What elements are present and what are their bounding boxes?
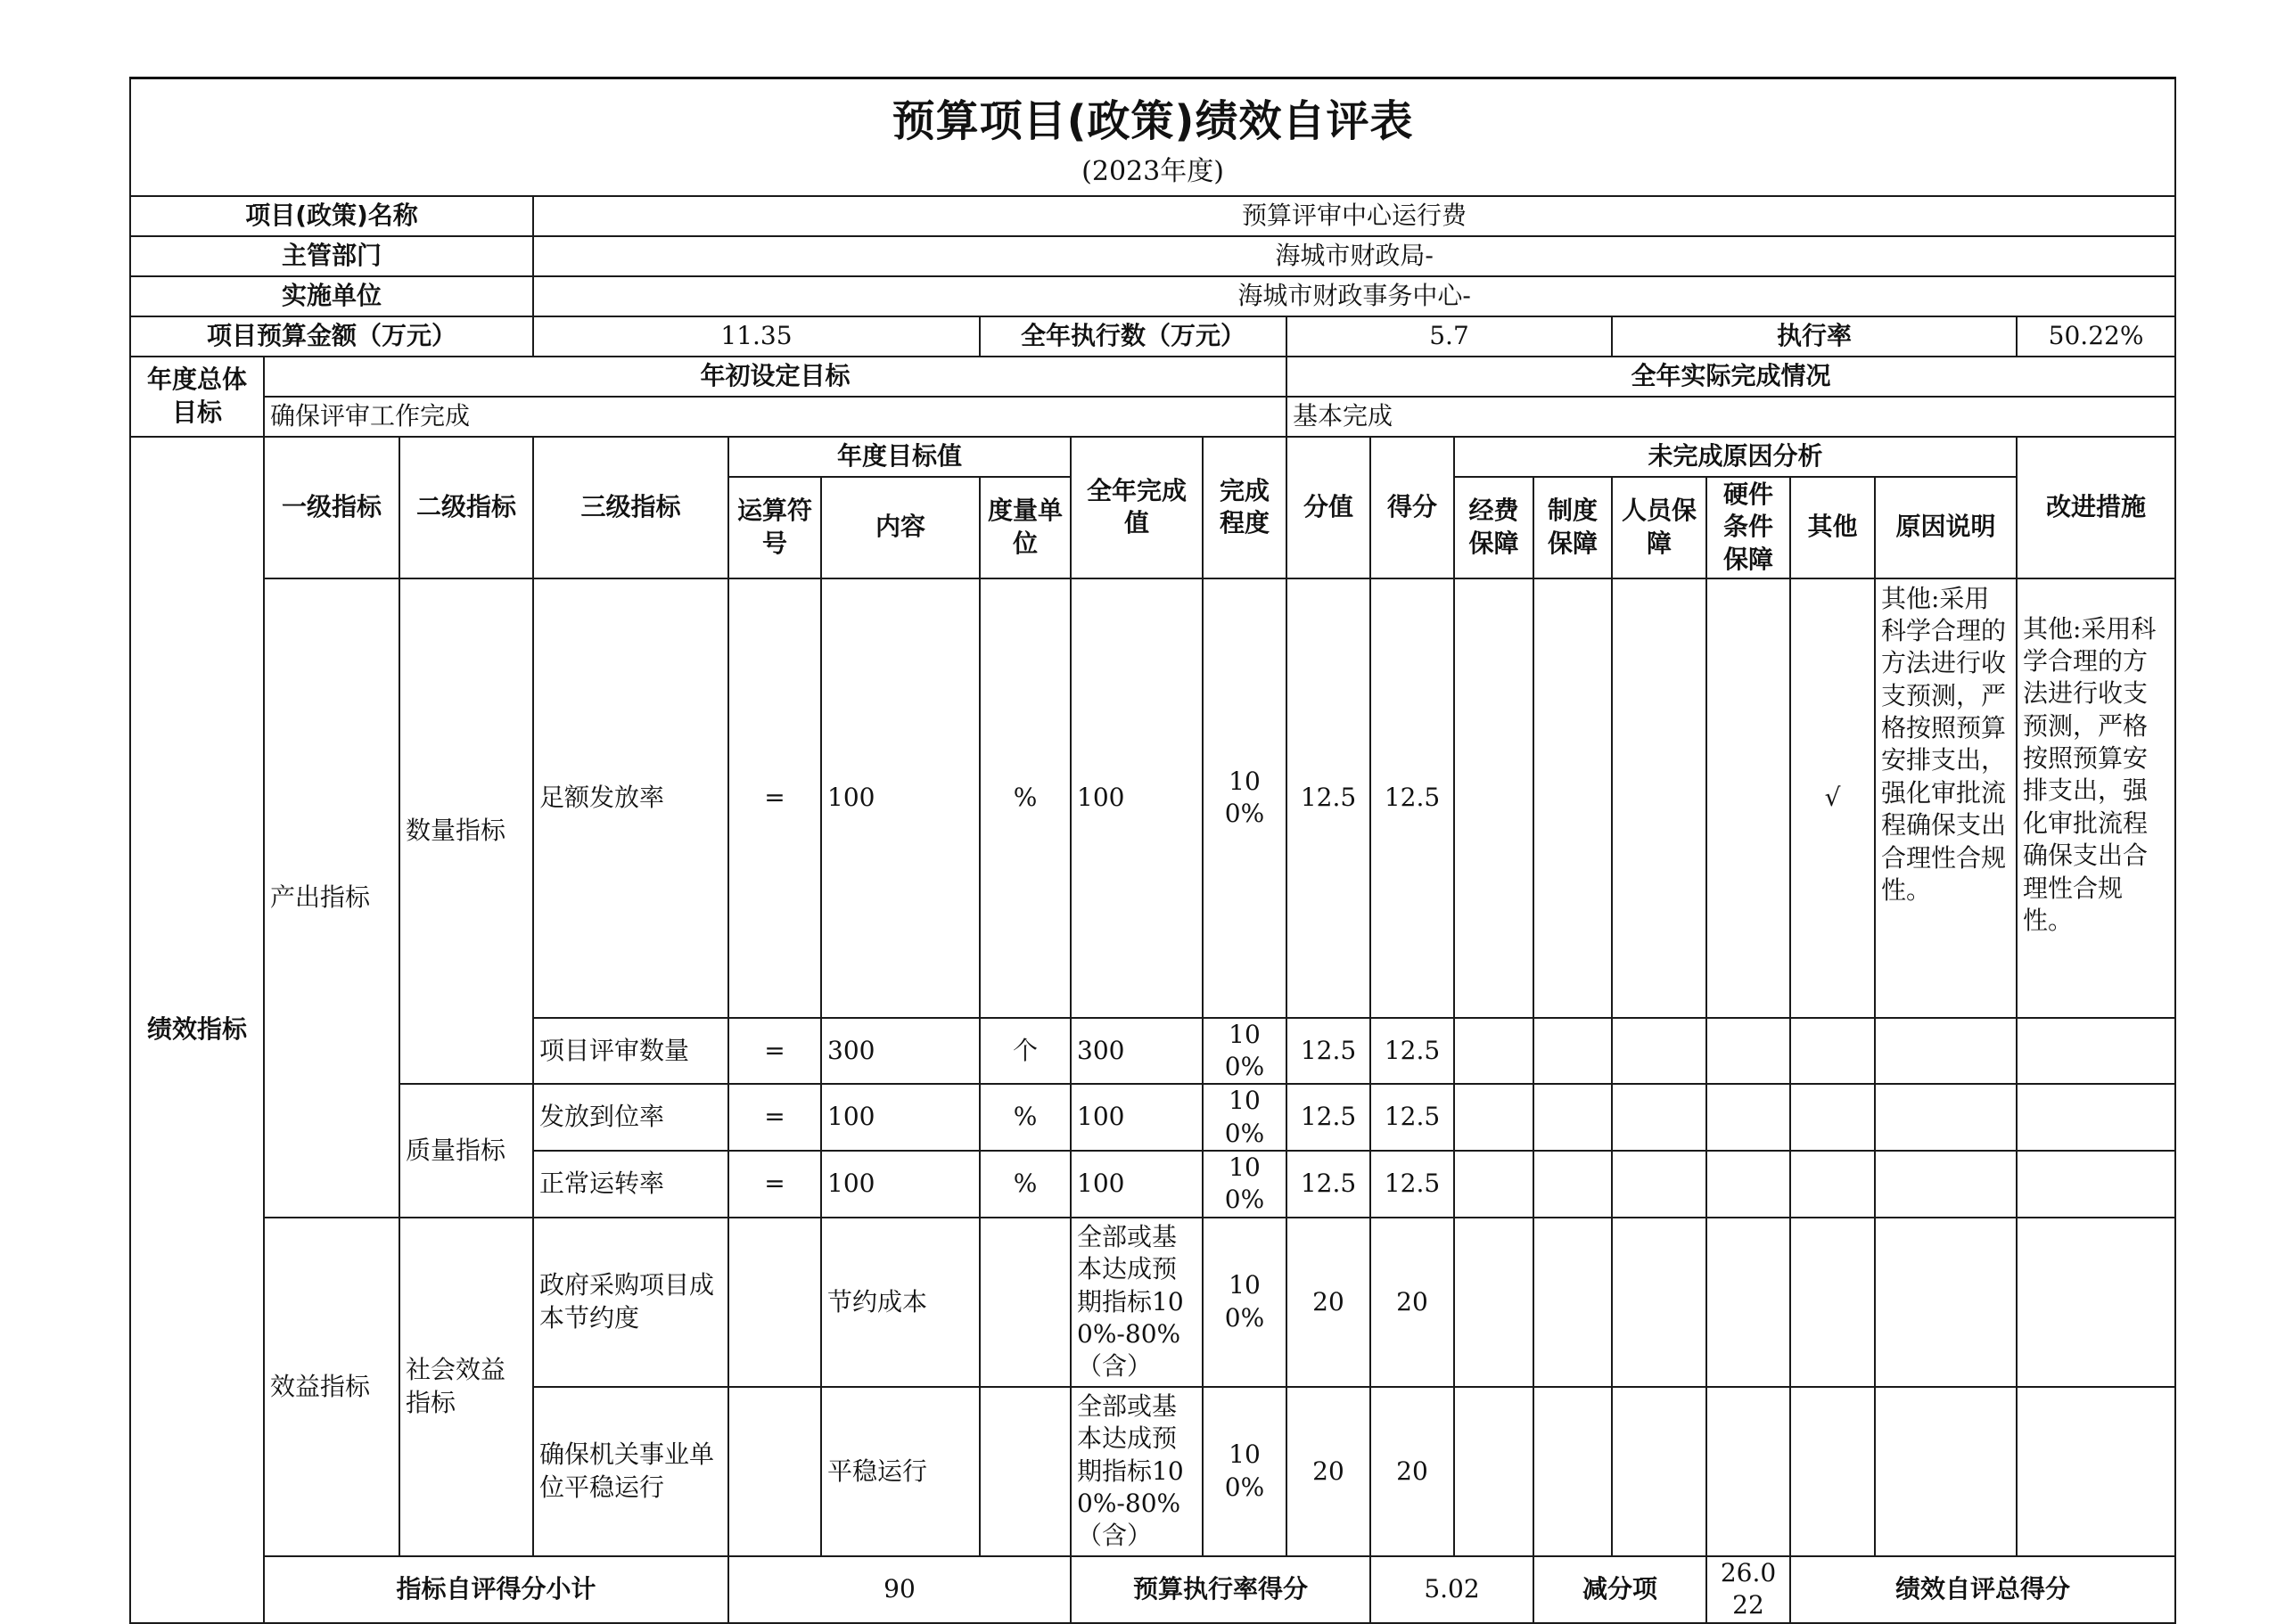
- budget-amount-label: 项目预算金额（万元）: [130, 316, 533, 357]
- header-score: 分值: [1286, 437, 1370, 578]
- exec-score-value: 5.02: [1370, 1556, 1533, 1623]
- improve-cell: [2017, 1387, 2175, 1556]
- department-label: 主管部门: [130, 236, 533, 276]
- reason-cell: [1875, 1387, 2017, 1556]
- indicator-actual: 100: [1071, 1151, 1203, 1218]
- indicator-name: 确保机关事业单位平稳运行: [533, 1387, 728, 1556]
- summary-row: [130, 1556, 2175, 1623]
- other-cell: [1790, 1218, 1875, 1387]
- header-system: 制度保障: [1533, 477, 1612, 578]
- staff-cell: [1612, 1218, 1706, 1387]
- header-level1: 一级指标: [264, 437, 399, 578]
- exec-score-label: 预算执行率得分: [1071, 1556, 1370, 1623]
- improve-cell: [2017, 1084, 2175, 1151]
- fund-cell: [1454, 1387, 1533, 1556]
- system-cell: [1533, 1218, 1612, 1387]
- indicator-degree: 100%: [1203, 1218, 1286, 1387]
- indicator-unit: [980, 1218, 1071, 1387]
- group-output: 产出指标: [264, 578, 399, 1218]
- header-reason: 原因说明: [1875, 477, 2017, 578]
- staff-cell: [1612, 1151, 1706, 1218]
- form-year: (2023年度): [1081, 156, 1224, 188]
- plan-goal-text: 确保评审工作完成: [264, 397, 1286, 437]
- annual-goal-label: 年度总体目标: [130, 357, 264, 437]
- project-name-value: 预算评审中心运行费: [533, 196, 2175, 236]
- unit-value: 海城市财政事务中心-: [533, 276, 2175, 316]
- subtotal-label: 指标自评得分小计: [264, 1556, 728, 1623]
- indicator-unit: 个: [980, 1018, 1071, 1085]
- indicator-actual: 全部或基本达成预期指标100%-80%（含）: [1071, 1218, 1203, 1387]
- header-unit: 度量单位: [980, 477, 1071, 578]
- actual-goal-header: 全年实际完成情况: [1286, 357, 2175, 397]
- evaluation-table: [129, 77, 2176, 1624]
- budget-amount-value: 11.35: [533, 316, 980, 357]
- indicator-degree: 100%: [1203, 1084, 1286, 1151]
- header-level2: 二级指标: [399, 437, 533, 578]
- indicator-unit: %: [980, 1084, 1071, 1151]
- indicator-score: 12.5: [1286, 578, 1370, 1018]
- header-got: 得分: [1370, 437, 1454, 578]
- indicator-op: =: [728, 1084, 821, 1151]
- system-cell: [1533, 578, 1612, 1018]
- staff-cell: [1612, 1387, 1706, 1556]
- group-quantity: 数量指标: [399, 578, 533, 1085]
- deduct-value: 26.022: [1706, 1556, 1790, 1623]
- improve-cell: [2017, 1151, 2175, 1218]
- fund-cell: [1454, 1018, 1533, 1085]
- header-target: 年度目标值: [728, 437, 1071, 477]
- plan-goal-header: 年初设定目标: [264, 357, 1286, 397]
- indicator-score: 12.5: [1286, 1151, 1370, 1218]
- indicator-name: 足额发放率: [533, 578, 728, 1018]
- hardware-cell: [1706, 1218, 1790, 1387]
- indicator-content: 100: [821, 1084, 980, 1151]
- indicator-op: =: [728, 1151, 821, 1218]
- group-quality: 质量指标: [399, 1084, 533, 1218]
- header-other: 其他: [1790, 477, 1875, 578]
- fund-cell: [1454, 1218, 1533, 1387]
- form-title: 预算项目(政策)绩效自评表: [892, 96, 1414, 147]
- staff-cell: [1612, 1018, 1706, 1085]
- unit-label: 实施单位: [130, 276, 533, 316]
- indicator-op: [728, 1218, 821, 1387]
- indicator-actual: 全部或基本达成预期指标100%-80%（含）: [1071, 1387, 1203, 1556]
- header-improve: 改进措施: [2017, 437, 2175, 578]
- indicator-got: 12.5: [1370, 1151, 1454, 1218]
- indicator-content: 节约成本: [821, 1218, 980, 1387]
- evaluation-form: [129, 77, 2174, 1620]
- indicator-actual: 300: [1071, 1018, 1203, 1085]
- header-degree: 完成程度: [1203, 437, 1286, 578]
- indicator-name: 政府采购项目成本节约度: [533, 1218, 728, 1387]
- header-hardware: 硬件条件保障: [1706, 477, 1790, 578]
- other-cell: [1790, 1387, 1875, 1556]
- title-cell: [130, 78, 2175, 196]
- header-actual: 全年完成值: [1071, 437, 1203, 578]
- reason-cell: [1875, 1084, 2017, 1151]
- actual-goal-text: 基本完成: [1286, 397, 2175, 437]
- exec-amount-label: 全年执行数（万元）: [980, 316, 1286, 357]
- indicator-content: 300: [821, 1018, 980, 1085]
- exec-rate-label: 执行率: [1612, 316, 2017, 357]
- staff-cell: [1612, 578, 1706, 1018]
- hardware-cell: [1706, 1018, 1790, 1085]
- system-cell: [1533, 1151, 1612, 1218]
- other-cell: [1790, 1151, 1875, 1218]
- indicator-name: 发放到位率: [533, 1084, 728, 1151]
- reason-cell: [1875, 1151, 2017, 1218]
- indicator-content: 平稳运行: [821, 1387, 980, 1556]
- reason-text: 其他:采用科学合理的方法进行收支预测，严格按照预算安排支出，强化审批流程确保支出合理性合规性。: [1875, 578, 2017, 1018]
- hardware-cell: [1706, 1387, 1790, 1556]
- indicator-unit: %: [980, 1151, 1071, 1218]
- table-row: [130, 578, 2175, 1018]
- reason-cell: [1875, 1218, 2017, 1387]
- indicator-score: 12.5: [1286, 1084, 1370, 1151]
- indicator-name: 正常运转率: [533, 1151, 728, 1218]
- fund-cell: [1454, 1084, 1533, 1151]
- system-cell: [1533, 1084, 1612, 1151]
- indicator-got: 20: [1370, 1218, 1454, 1387]
- indicator-op: =: [728, 578, 821, 1018]
- header-reason-group: 未完成原因分析: [1454, 437, 2017, 477]
- table-row: [130, 1084, 2175, 1151]
- indicator-actual: 100: [1071, 1084, 1203, 1151]
- indicator-actual: 100: [1071, 578, 1203, 1018]
- indicator-op: [728, 1387, 821, 1556]
- exec-amount-value: 5.7: [1286, 316, 1612, 357]
- deduct-label: 减分项: [1533, 1556, 1706, 1623]
- performance-indicator-label: 绩效指标: [130, 437, 264, 1623]
- hardware-cell: [1706, 1151, 1790, 1218]
- indicator-degree: 100%: [1203, 1151, 1286, 1218]
- indicator-unit: [980, 1387, 1071, 1556]
- indicator-degree: 100%: [1203, 1387, 1286, 1556]
- improve-text: 其他:采用科学合理的方法进行收支预测，严格按照预算安排支出，强化审批流程确保支出合理性合规性。: [2017, 578, 2175, 1018]
- fund-cell: [1454, 578, 1533, 1018]
- staff-cell: [1612, 1084, 1706, 1151]
- indicator-got: 12.5: [1370, 1084, 1454, 1151]
- indicator-score: 20: [1286, 1218, 1370, 1387]
- header-level3: 三级指标: [533, 437, 728, 578]
- indicator-got: 12.5: [1370, 1018, 1454, 1085]
- header-fund: 经费保障: [1454, 477, 1533, 578]
- indicator-degree: 100%: [1203, 578, 1286, 1018]
- indicator-content: 100: [821, 578, 980, 1018]
- system-cell: [1533, 1018, 1612, 1085]
- indicator-degree: 100%: [1203, 1018, 1286, 1085]
- department-value: 海城市财政局-: [533, 236, 2175, 276]
- reason-cell: [1875, 1018, 2017, 1085]
- indicator-unit: %: [980, 578, 1071, 1018]
- other-check: √: [1790, 578, 1875, 1018]
- indicator-score: 20: [1286, 1387, 1370, 1556]
- other-cell: [1790, 1018, 1875, 1085]
- hardware-cell: [1706, 1084, 1790, 1151]
- total-score-label: 绩效自评总得分: [1790, 1556, 2175, 1623]
- indicator-got: 12.5: [1370, 578, 1454, 1018]
- header-op: 运算符号: [728, 477, 821, 578]
- exec-rate-value: 50.22%: [2017, 316, 2175, 357]
- hardware-cell: [1706, 578, 1790, 1018]
- indicator-score: 12.5: [1286, 1018, 1370, 1085]
- subtotal-value: 90: [728, 1556, 1071, 1623]
- header-staff: 人员保障: [1612, 477, 1706, 578]
- indicator-content: 100: [821, 1151, 980, 1218]
- group-social: 社会效益指标: [399, 1218, 533, 1556]
- fund-cell: [1454, 1151, 1533, 1218]
- indicator-name: 项目评审数量: [533, 1018, 728, 1085]
- other-cell: [1790, 1084, 1875, 1151]
- improve-cell: [2017, 1218, 2175, 1387]
- project-name-label: 项目(政策)名称: [130, 196, 533, 236]
- improve-cell: [2017, 1018, 2175, 1085]
- indicator-got: 20: [1370, 1387, 1454, 1556]
- group-benefit: 效益指标: [264, 1218, 399, 1556]
- indicator-op: =: [728, 1018, 821, 1085]
- table-row: [130, 1218, 2175, 1387]
- header-content: 内容: [821, 477, 980, 578]
- system-cell: [1533, 1387, 1612, 1556]
